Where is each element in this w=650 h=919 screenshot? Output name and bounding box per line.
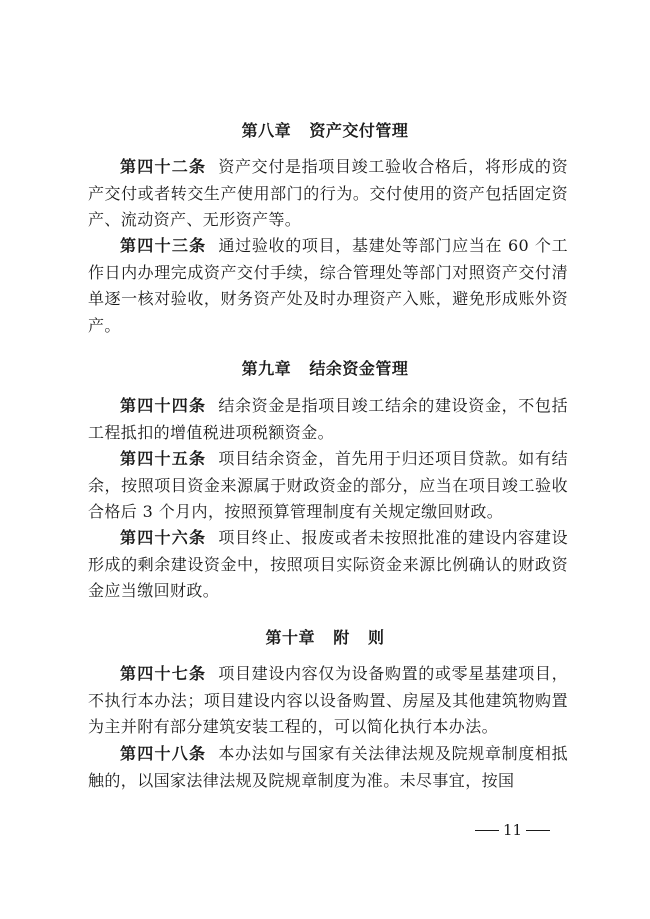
- article-text: 结余资金是指项目竣工结余的建设资金，不包括工程抵扣的增值税进项税额资金。: [88, 396, 568, 442]
- footer-dash-left: [475, 830, 499, 831]
- article-paragraph: [88, 661, 568, 741]
- article-paragraph: [88, 741, 568, 794]
- article-text: 项目建设内容仅为设备购置的或零星基建项目，不执行本办法；项目建设内容以设备购置、房屋及其他建筑物购置为主并附有部分建筑安装工程的，可以简化执行本办法。: [88, 664, 568, 736]
- article-text: 项目结余资金，首先用于归还项目贷款。如有结余，按照项目资金来源属于财政资金的部分，应当在项目竣工验收合格后 3 个月内，按照预算管理制度有关规定缴回财政。: [88, 449, 568, 521]
- article-title: 第四十三条: [120, 236, 207, 255]
- page-number: 11: [503, 821, 523, 839]
- footer-dash-right: [526, 830, 550, 831]
- article-paragraph: [88, 233, 568, 339]
- chapter-heading: 第九章 结余资金管理: [241, 359, 409, 378]
- article-text: 通过验收的项目，基建处等部门应当在 60 个工作日内办理完成资产交付手续，综合管理处等部门对照资产交付清单逐一核对验收，财务资产处及时办理资产入账，避免形成账外资产。: [88, 236, 568, 335]
- article-paragraph: [88, 446, 568, 526]
- article-paragraph: [88, 393, 568, 446]
- article-text: 资产交付是指项目竣工验收合格后，将形成的资产交付或者转交生产使用部门的行为。交付使用的资产包括固定资产、流动资产、无形资产等。: [88, 157, 568, 229]
- article-paragraph: [88, 154, 568, 234]
- article-title: 第四十二条: [120, 157, 207, 176]
- page-footer: [475, 821, 550, 839]
- article-title: 第四十七条: [120, 664, 207, 683]
- article-text: 本办法如与国家有关法律法规及院规章制度相抵触的，以国家法律法规及院规章制度为准。未尽事宜，按国: [88, 744, 568, 790]
- article-title: 第四十五条: [120, 449, 207, 468]
- chapter-heading: 第八章 资产交付管理: [241, 121, 409, 140]
- article-text: 项目终止、报废或者未按照批准的建设内容建设形成的剩余建设资金中，按照项目实际资金来源比例确认的财政资金应当缴回财政。: [88, 528, 568, 600]
- article-title: 第四十四条: [120, 396, 207, 415]
- article-title: 第四十六条: [120, 528, 207, 547]
- article-title: 第四十八条: [120, 744, 207, 763]
- chapter-heading: 第十章 附 则: [265, 628, 385, 647]
- article-paragraph: [88, 525, 568, 605]
